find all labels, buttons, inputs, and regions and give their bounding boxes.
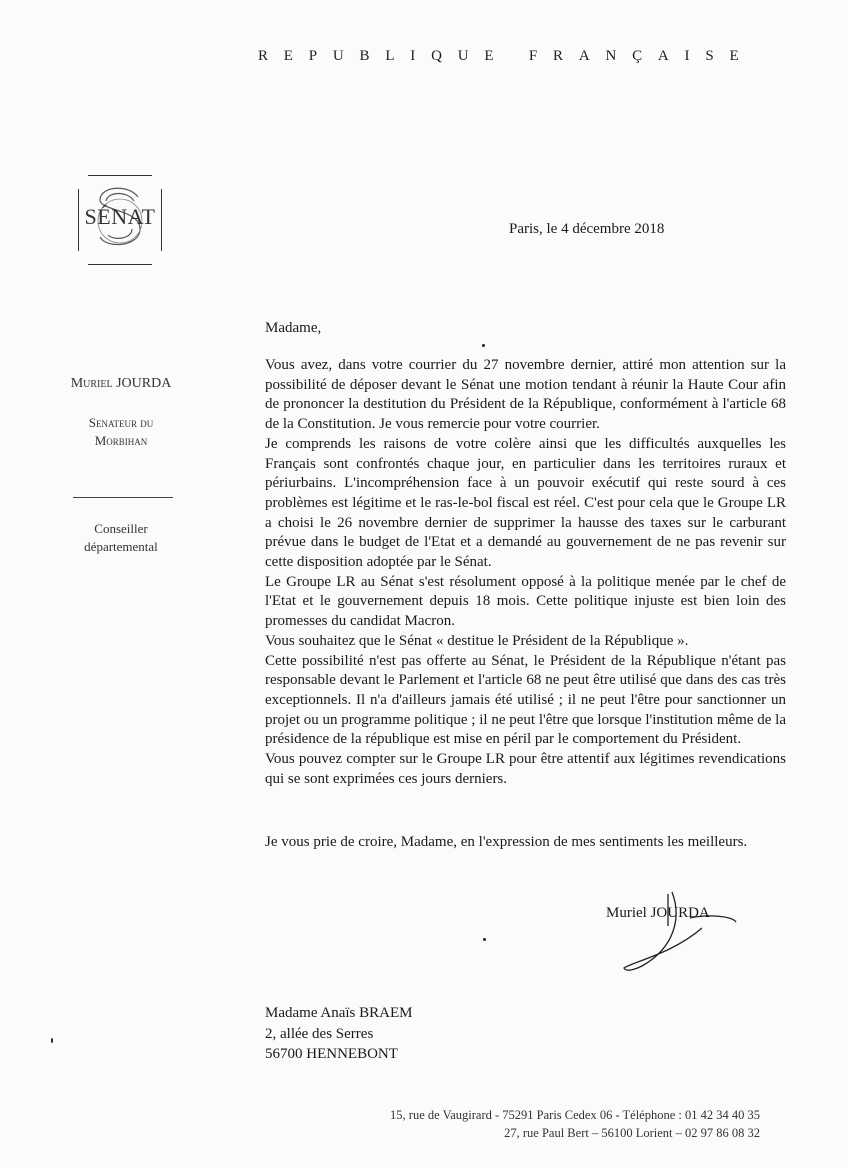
body-paragraph: Cette possibilité n'est pas offerte au Sénat, le Président de la République n'étant pas responsable devant le Parlement et l'article 68 ne peut être utilisé que dans des cas très exceptionnels. Il n'a d'ailleurs jamais été utilisé ; il ne peut l'être pour sanctionner un projet ou un programme politique ; il ne peut l'être que lorsque l'institution même de la présidence de la république est mise en péril par le comportement du Président. [265,652,786,748]
scan-speck [482,344,485,347]
body-paragraph: Vous souhaitez que le Sénat « destitue le Président de la République ». [265,632,689,649]
recipient-city: 56700 HENNEBONT [265,1046,398,1062]
scan-speck [483,938,486,941]
handwritten-signature-icon [612,888,742,978]
letter-body [265,356,786,789]
footer-paris-address: 15, rue de Vaugirard - 75291 Paris Cedex 06 - Téléphone : 01 42 34 40 35 [390,1108,760,1122]
sender-role-line1: Senateur du [88,415,154,430]
letter-date: Paris, le 4 décembre 2018 [509,221,665,237]
footer-contact [300,1106,760,1142]
signature-name: Muriel JOURDA [606,905,710,921]
footer-lorient-address: 27, rue Paul Bert – 56100 Lorient – 02 97 86 08 32 [504,1126,760,1140]
letter-greeting: Madame, [265,320,322,336]
scan-speck [51,1038,53,1043]
letterhead-title: REPUBLIQUE FRANÇAISE [258,48,755,64]
senat-logo-icon [78,175,162,265]
letter-closing: Je vous prie de croire, Madame, en l'expression de mes sentiments les meilleurs. [265,834,748,850]
logo-bottom-rule [88,264,152,265]
senat-wordmark: SÉNAT [84,204,156,229]
body-paragraph: Vous avez, dans votre courrier du 27 novembre dernier, attiré mon attention sur la possibilité de déposer devant le Sénat une motion tendant à réunir la Haute Cour afin de prononcer la destitution du Président de la République, conformément à l'article 68 de la Constitution. Je vous remercie pour votre courrier. [265,357,786,433]
body-paragraph: Le Groupe LR au Sénat s'est résolument opposé à la politique menée par le chef de l'Etat et le gouvernement depuis 18 mois. Cette politique injuste est bien loin des promesses du candidat Macron. [265,573,786,630]
recipient-address [265,1003,413,1065]
sidebar-divider [73,497,173,498]
logo-right-rule [161,189,162,251]
body-paragraph: Vous pouvez compter sur le Groupe LR pour être attentif aux légitimes revendications qui se sont exprimées ces jours derniers. [265,751,786,787]
recipient-name: Madame Anaïs BRAEM [265,1005,413,1021]
sender-role2-line1: Conseiller [94,521,148,536]
logo-top-rule [88,175,152,176]
logo-left-rule [78,189,79,251]
sender-role2-line2: départemental [84,539,158,554]
sender-name: Muriel JOURDA [70,376,172,391]
sender-role-line2: Morbihan [94,433,148,448]
body-paragraph: Je comprends les raisons de votre colère ainsi que les difficultés auxquelles les Français sont confrontés chaque jour, en particulier dans les territoires ruraux et périurbains. L'incompréhension face à un pouvoir exécutif qui reste sourd à ces problèmes est légitime et le ras-le-bol fiscal est réel. C'est pour cela que le Groupe LR a choisi le 26 novembre dernier de supprimer la hausse des taxes sur le carburant prévue dans le budget de l'Etat et a demandé au gouvernement de ne pas revenir sur cette disposition adoptée par le Sénat. [265,435,786,571]
recipient-street: 2, allée des Serres [265,1025,374,1042]
